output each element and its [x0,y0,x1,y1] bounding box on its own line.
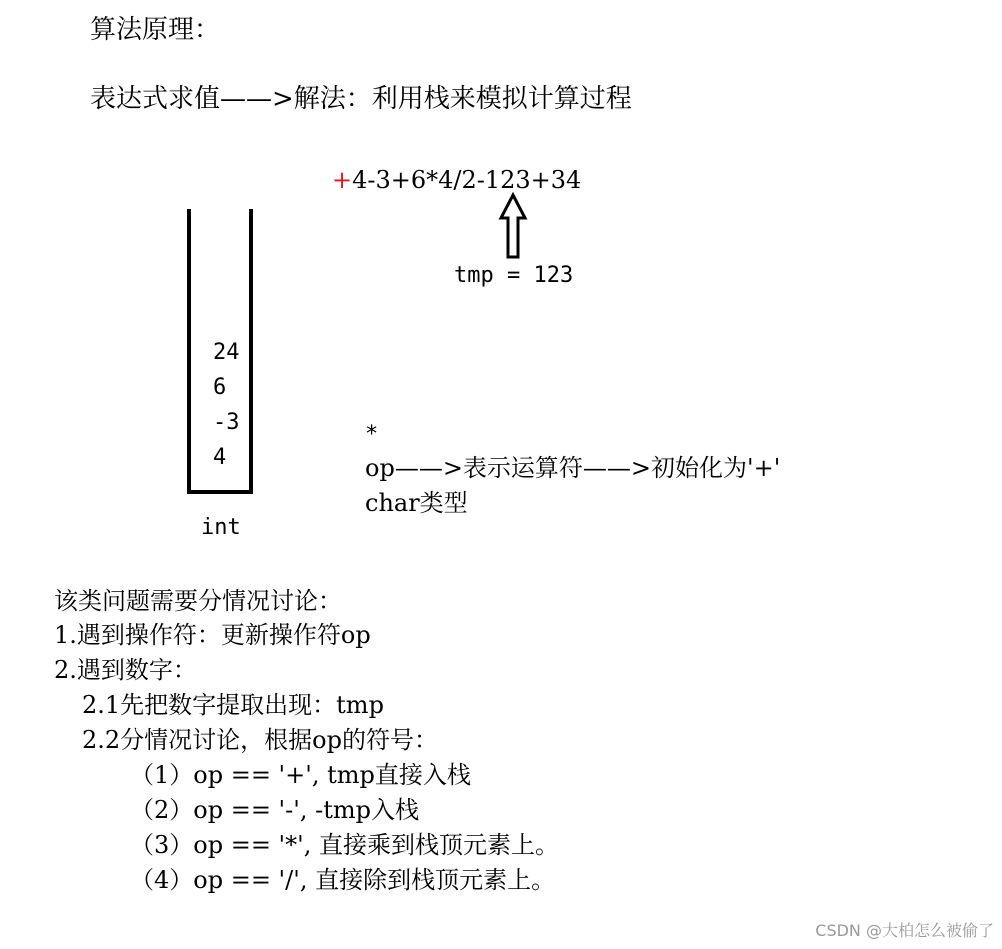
op-symbol: * [365,422,379,447]
stack-item: 4 [213,445,227,470]
expression [332,168,581,192]
tmp-label: tmp = 123 [454,263,574,288]
op-note-line2: char类型 [365,489,468,517]
case-item: （3）op == '*', 直接乘到栈顶元素上。 [130,831,560,859]
expression-rest: 4-3+6*4/2-123+34 [352,166,582,194]
stack-item: 6 [213,375,227,400]
discussion-step2-2: 2.2分情况讨论，根据op的符号： [82,726,438,754]
discussion-intro: 该类问题需要分情况讨论： [54,587,342,615]
stack-item: -3 [213,410,240,435]
heading: 算法原理： [90,15,221,45]
stack-type-label: int [201,515,241,540]
stack-bottom [187,490,253,494]
stack-item: 24 [213,340,240,365]
stack-left-wall [187,209,191,494]
op-note-line1: op——>表示运算符——>初始化为'+' [365,454,781,482]
discussion-step1: 1.遇到操作符：更新操作符op [54,621,371,649]
subtitle: 表达式求值——>解法：利用栈来模拟计算过程 [90,84,632,114]
watermark: CSDN @大柏怎么被偷了 [815,921,994,940]
case-item: （4）op == '/', 直接除到栈顶元素上。 [130,866,556,894]
case-item: （1）op == '+', tmp直接入栈 [130,761,471,789]
pointer-arrow-icon [498,192,528,260]
case-item: （2）op == '-', -tmp入栈 [130,796,419,824]
discussion-step2-1: 2.1先把数字提取出现：tmp [82,691,384,719]
discussion-step2: 2.遇到数字： [54,656,197,684]
expression-sign: + [332,166,353,194]
stack-right-wall [249,209,253,494]
